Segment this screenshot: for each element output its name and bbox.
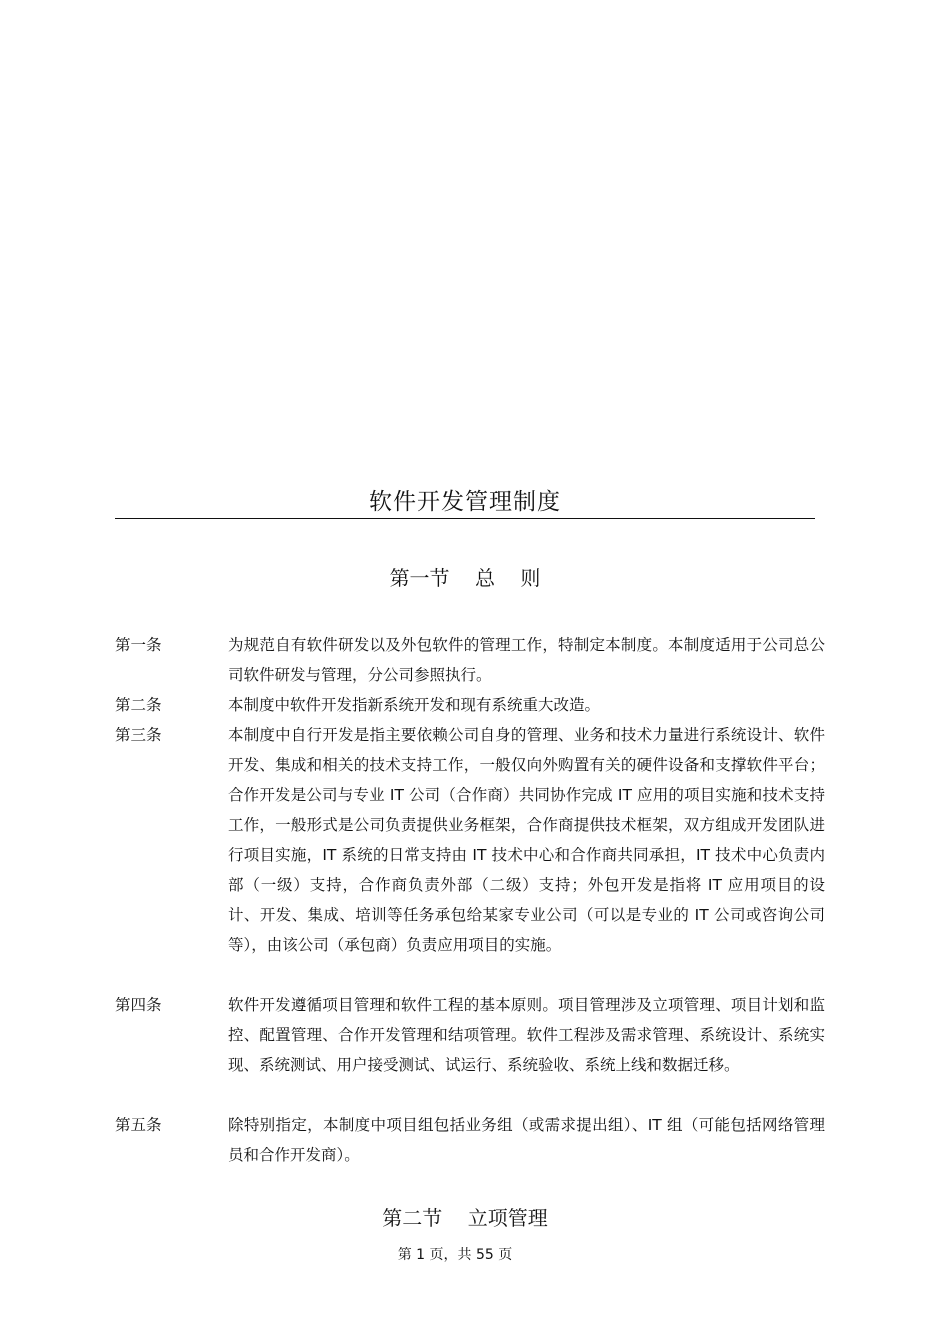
article-1 <box>115 630 825 690</box>
article-number: 第五条 <box>115 1116 162 1134</box>
page-number: 第 1 页，共 55 页 <box>397 1247 513 1263</box>
article-text: 软件开发遵循项目管理和软件工程的基本原则。项目管理涉及立项管理、项目计划和监控、配置管理、合作开发管理和结项管理。软件工程涉及需求管理、系统设计、系统实现、系统测试、用户接受测试、试运行、系统验收、系统上线和数据迁移。 <box>228 996 825 1074</box>
article-3 <box>115 720 825 960</box>
article-number: 第三条 <box>115 726 162 744</box>
article-number: 第一条 <box>115 636 162 654</box>
section-heading-1: 第一节 总 则 <box>389 566 541 590</box>
article-2 <box>115 690 825 720</box>
article-text: 为规范自有软件研发以及外包软件的管理工作，特制定本制度。本制度适用于公司总公司软件研发与管理，分公司参照执行。 <box>228 636 825 684</box>
article-5 <box>115 1110 825 1170</box>
page-footer <box>115 1243 895 1267</box>
article-4 <box>115 990 825 1080</box>
article-number: 第二条 <box>115 696 162 714</box>
article-text: 本制度中自行开发是指主要依赖公司自身的管理、业务和技术力量进行系统设计、软件开发、集成和相关的技术支持工作，一般仅向外购置有关的硬件设备和支撑软件平台；合作开发是公司与专业 IT 公司（合作商）共同协作完成 IT 应用的项目实施和技术支持工作，一般形式是公司负责提供业务框架，合作商提供技术框架，双方组成开发团队进行项目实施，IT 系统的日常支持由 IT 技术中心和合作商共同承担，IT 技术中心负责内部（一级）支持，合作商负责外部（二级）支持；外包开发是指将 IT 应用项目的设计、开发、集成、培训等任务承包给某家专业公司（可以是专业的 IT 公司或咨询公司等），由该公司（承包商）负责应用项目的实施。 <box>228 726 825 954</box>
section-heading-2: 第二节 立项管理 <box>382 1206 548 1230</box>
document-title: 软件开发管理制度 <box>369 489 561 515</box>
article-text: 本制度中软件开发指新系统开发和现有系统重大改造。 <box>228 696 601 714</box>
article-number: 第四条 <box>115 996 162 1014</box>
title-underline <box>115 518 815 519</box>
article-text: 除特别指定，本制度中项目组包括业务组（或需求提出组）、IT 组（可能包括网络管理员和合作开发商）。 <box>228 1116 825 1164</box>
